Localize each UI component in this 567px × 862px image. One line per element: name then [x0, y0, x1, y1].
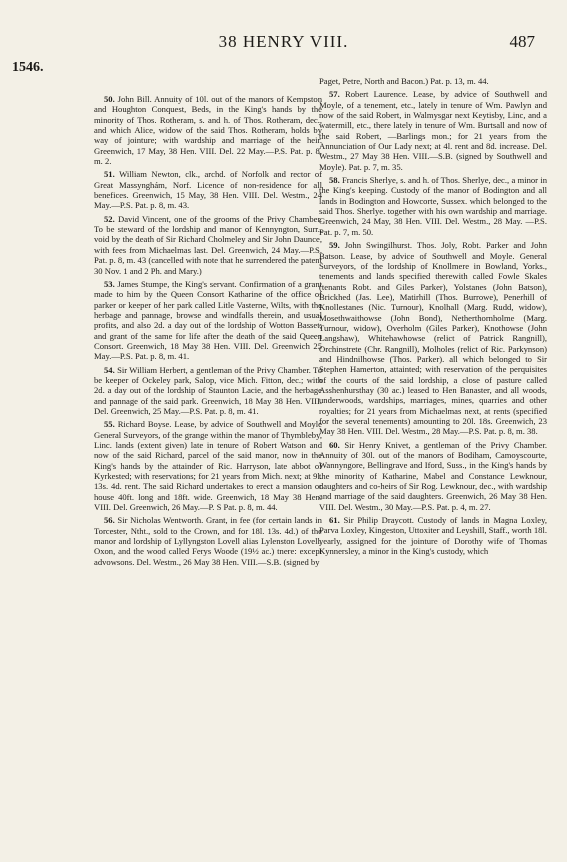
right-column [319, 76, 547, 559]
entry-paragraph [94, 365, 322, 417]
entry-text: John Swingilhurst. Thos. Joly, Robt. Parker and John Batson. Lease, by advice of Southwell and Moyle. General Surveyors, of the lordship of Knollmere in Bowland, Yorks., tenements and lands specified therewith called Fowle Skales (tenants Robt. and Giles Parker), Yolstanes (John Batson), Brickhed (Jas. Lee), Matirhill (Thos. Burrowe), Penerhill of Knollestanes (Nic. Turnour), Knolhall (Marg. Rudd, widow), Mosethwaithowse (John Bond), Netherthornholme (Marg. Turnour, widow), Overholm (Giles Parker), Knothowse (John Langshaw), Whitehawhowse (relict of Patrick Rangnill), Orchinstrete (Chr. Rangnill), Molholes (relict of Ric. Parkynson) and Hindnilhowse (Thos. Parker). all which belonged to Sir Stephen Hamerton, attainted; with reservation of the perquisites of the courts of the said lordship, a close of pasture called Asshenhursthay (30 ac.) leased to Hen Banaster, and all woods, underwoods, wardships, marriages, mines, quarries and other royalties; for 21 years from Michaelmas next, at rents (specified for the several tenements) amounting to 20l. 18s. Greenwich, 23 May 38 Hen. VIII. Del. Westm., 28 May.—P.S. Pat. p. 8, m. 38. [319, 240, 547, 437]
page-header [0, 14, 567, 51]
left-column [94, 94, 322, 570]
entry-text: Francis Sherlye, s. and h. of Thos. Sherlye, dec., a minor in the King's keeping. Custody of the manor of Bodington and all lands in Bodington and Howcorte, Sussex. which belonged to the said Thos. Sherlye. together with his own wardship and marriage. Greenwich, 24 May, 38 Hen. VIII. Del. Westm., 28 May. —P.S. Pat. p. 7, m. 50. [319, 175, 547, 237]
entry-number: 53. [104, 278, 115, 289]
entry-paragraph [94, 419, 322, 512]
entry-text: Sir Henry Knivet, a gentleman of the Privy Chamber. Annuity of 30l. out of the manors of Bodiham, Camoyscourte, Wannyngore, Bellingrave and Iford, Suss., in the King's hands by the minority of Katharine, Mabel and Constance Lewknour, daughters and co-heirs of Sir Rog. Lewknour, dec., with wardship and marriage of the said daughters. Greenwich, 26 May 38 Hen. VIII. Del. Westm., 30 May.—P.S. Pat. p. 4, m. 27. [319, 439, 547, 512]
year-marginal: 1546. [12, 60, 44, 75]
entry-text: Richard Boyse. Lease, by advice of Southwell and Moyle General Surveyors, of the grange within the manor of Thymbleby, Linc. lands (extent given) late in tenure of Robert Watson and now of the said Richard, parcel of the said manor, now in the King's hands by the attainder of Ric. Harryson, late abbot of Kyrkested; with reservations; for 21 years from Mich. next; at 9l. 13s. 4d. rent. The said Richard undertakes to erect a mansion or house 40ft. long and 18ft. wide. Greenwich, 18 May 38 Hen. VIII. Del. Greenwich, 26 May.—P. S Pat. p. 8, m. 44. [94, 419, 322, 513]
entry-number: 51. [104, 169, 115, 180]
entry-number: 55. [104, 419, 115, 430]
entry-number: 56. [104, 515, 115, 526]
entry-paragraph [94, 515, 322, 567]
entry-text: Sir Philip Draycott. Custody of lands in Magna Loxley, Parva Loxley, Kingeston, Uttoxiter and Leyshill, Staff., worth 18l. yearly, assigned for the jointure of Dorothy wife of Thomas Kynnersley, a minor in the King's custody, which [319, 515, 547, 557]
entry-text: Sir William Herbert, a gentleman of the Privy Chamber. To be keeper of Ockeley park, Salop, vice Mich. Fitton, dec.; with 2d. a day out of the lordship of Staunton Lacie, and the herbage and pannage of the said park. Greenwich, 18 May 38 Hen. VIII. Del. Greenwich, 25 May.—P.S. Pat. p. 8, m. 41. [94, 364, 322, 416]
entry-number: 54. [104, 364, 115, 375]
entry-paragraph [94, 169, 322, 210]
running-title: 38 HENRY VIII. [218, 32, 349, 51]
entry-paragraph [319, 175, 547, 237]
entry-number: 57. [329, 89, 340, 100]
entry-text: Robert Laurence. Lease, by advice of Southwell and Moyle, of a tenement, etc., lately in tenure of Wm. Pawlyn and now of the said Robert, in Walmysgar next Keytisby, Linc, and a watermill, etc., there lately in tenure of Wm. Burtsall and now of the said Robert, —Barlings mon.; for 21 years from the Annunciation of Our Lady next; at 4l. rent and 8d. increase. Del. Westm., 27 May 38 Hen. VIII.—S.B. (signed by Southwell and Moyle). Pat. p. 7, m. 35. [319, 89, 547, 172]
entry-text: Paget, Petre, North and Bacon.) Pat. p. 13, m. 44. [319, 76, 489, 86]
entry-number: 61. [329, 515, 340, 526]
entry-paragraph [319, 240, 547, 437]
entry-paragraph [319, 515, 547, 556]
entry-number: 58. [329, 175, 340, 186]
entry-paragraph [94, 94, 322, 166]
entry-paragraph [94, 279, 322, 362]
entry-number: 50. [104, 94, 115, 104]
entry-paragraph [319, 76, 547, 86]
entry-paragraph [319, 89, 547, 172]
entry-number: 60. [329, 439, 340, 450]
entry-text: James Stumpe, the King's servant. Confirmation of a grant made to him by the Queen Consort Katharine of the office of parker or keeper of her park called Litle Vasterne, Wilts, with the herbage and pannage, browse and windfalls therein, and usual profits, and also 2d. a day out of the lordship of Wotton Basset; and grant of the same for life after the death of the said Queen Consort. Greenwich, 18 May 38 Hen. VIII. Del. Greenwich 25 May.—P.S. Pat. p. 8, m. 41. [94, 278, 323, 362]
entry-text: David Vincent, one of the grooms of the Privy Chamber. To be steward of the lordship and manor of Kennyngton, Surr., void by the death of Sir Richard Cholmeley and Sir John Daunce, with fees from Michaelmas last. Del. Greenwich, 24 May.—P.S. Pat. p. 8, m. 43 (cancelled with note that he surrendered the patent 30 Nov. 1 and 2 Ph. and Mary.) [94, 213, 322, 276]
entry-text: William Newton, clk., archd. of Norfolk and rector of Great Massynghám, Norf. Licence of non-residence for all benefices. Greenwich, 15 May, 38 Hen. VIII. Del. Westm., 24 May.—P.S. Pat. p. 8, m. 43. [94, 169, 323, 211]
entry-paragraph [94, 214, 322, 276]
page-number: 487 [509, 32, 535, 51]
entry-number: 52. [104, 213, 115, 224]
entry-paragraph [319, 440, 547, 512]
entry-text: Sir Nicholas Wentworth. Grant, in fee (for certain lands in Torcester, Ntht., sold to the Crown, and for 18l. 13s. 4d.) of the manor and lordship of Lyllyngston Lovell alias Lylenston Lovell, Oxon, and the wood called Ferys Woode (19½ ac.) tnere: except advowsons. Del. Westm., 26 May 38 Hen. VIII.—S.B. (signed by [94, 515, 322, 567]
entry-text: John Bill. Annuity of 10l. out of the manors of Kempston and Houghton Conquest, Beds, in the King's hands by the minority of Thos. Rotheram, s. and h. of Thos. Rotheram, dec., and which Alice, widow of the said Thos. Rotheram, holds by way of jointure; with wardship and marriage of the heir. Greenwich, 17 May, 38 Hen. VIII. Del. 22 May.—P.S. Pat. p. 8, m. 2. [94, 94, 322, 167]
entry-number: 59. [329, 240, 340, 251]
